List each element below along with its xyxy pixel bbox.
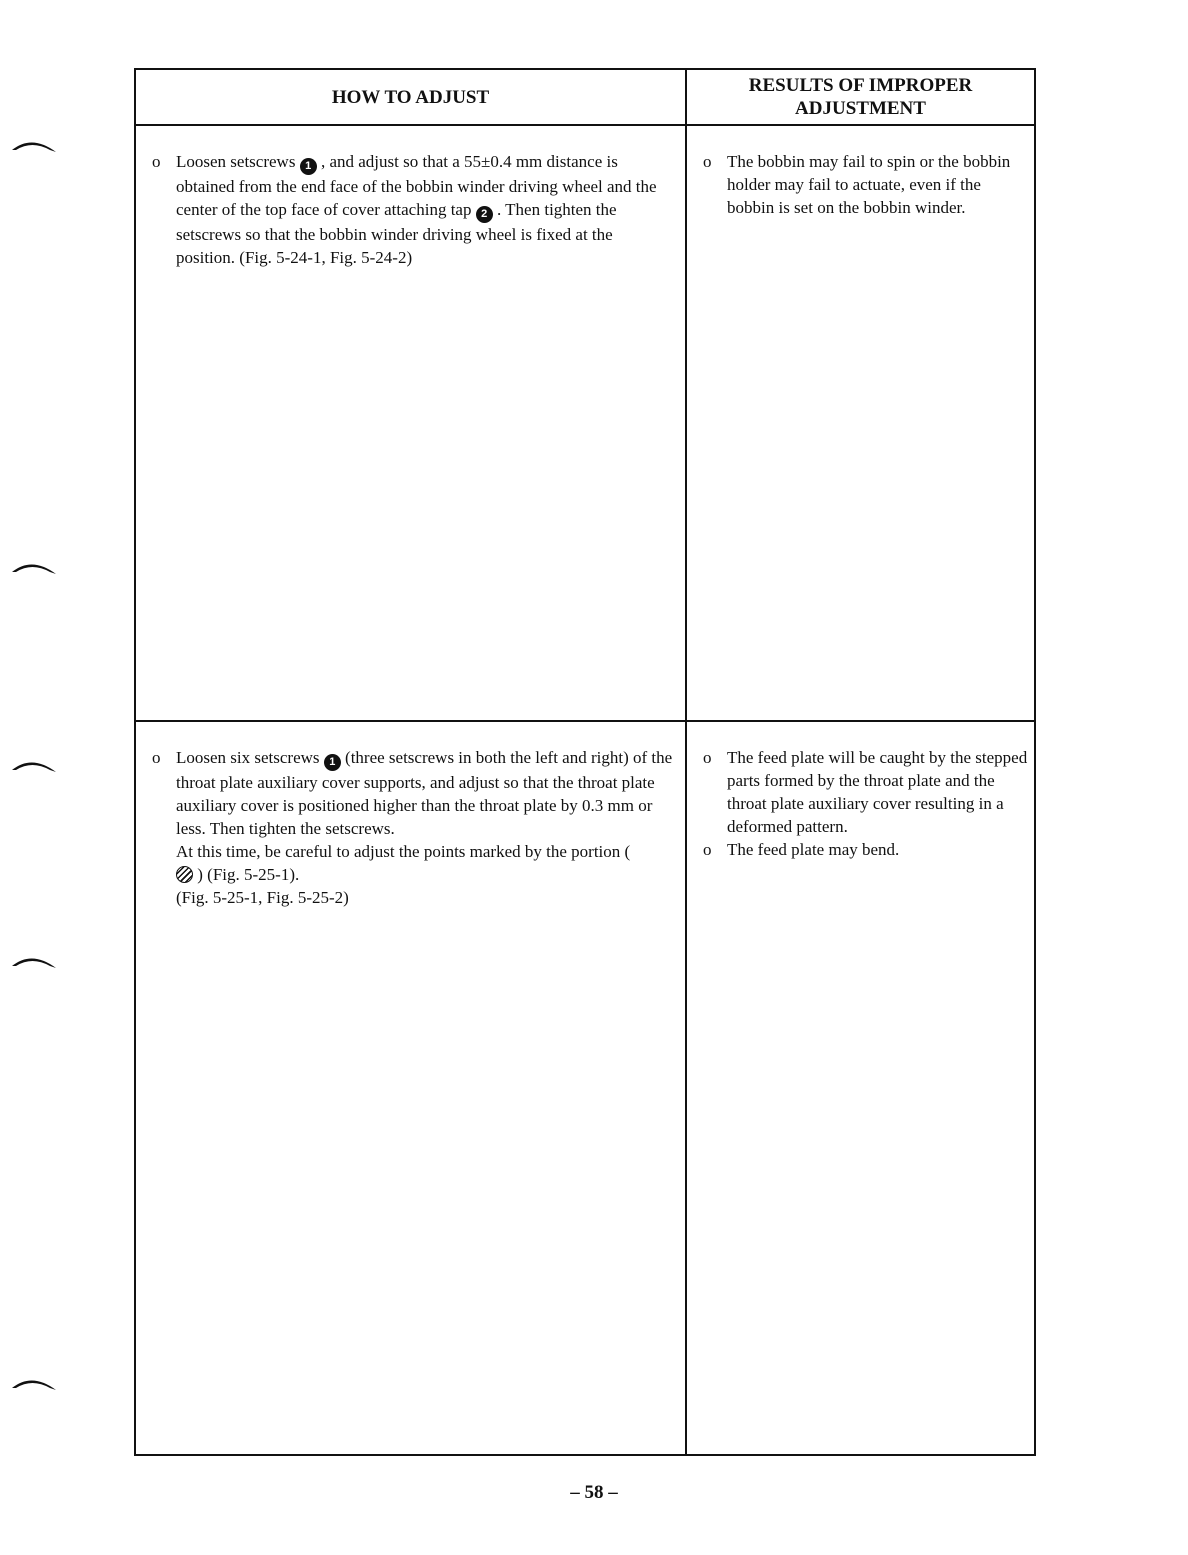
adjust-instruction-2: o Loosen six setscrews 1 (three setscrews in both the left and right) of the throat plate auxiliary cover supports, and adjust so that the throat plate auxiliary cover is positioned higher than the throat plate by 0.3 mm or less. Then tighten the setscrews. At this time, be careful to adjust the points marked by the portion ( ) (Fig. 5-25-1). (Fig. 5-25-1, Fig. 5-25-2) [152,748,673,907]
bullet: o [152,152,161,171]
bullet: o [703,152,712,171]
how-to-adjust-header: HOW TO ADJUST [135,69,686,125]
bullet: o [703,840,712,859]
binder-mark [10,756,60,774]
page-number: – 58 – [570,1482,618,1503]
callout-marker-2: 2 [476,206,493,223]
results-header: RESULTS OF IMPROPER ADJUSTMENT [686,69,1035,125]
result-item: o The bobbin may fail to spin or the bobbin holder may fail to actuate, even if the bobbin is set on the bobbin winder. [703,152,1011,217]
adjust-cell-1 [135,125,686,721]
binder-mark [10,558,60,576]
result-item: o The feed plate may bend. [703,840,900,859]
adjust-cell-2 [135,721,686,1455]
result-cell-1 [686,125,1035,721]
result-item: o The feed plate will be caught by the stepped parts formed by the throat plate and the throat plate auxiliary cover resulting in a deformed pattern. [703,748,1028,836]
adjustment-table [134,68,1036,1456]
binder-mark [10,136,60,154]
callout-marker-1: 1 [300,158,317,175]
hatched-circle-icon [176,866,193,883]
bullet: o [152,748,161,767]
binder-mark [10,1374,60,1392]
result-cell-2 [686,721,1035,1455]
bullet: o [703,748,712,767]
callout-marker-1: 1 [324,754,341,771]
adjust-instruction-1: o Loosen setscrews 1 , and adjust so that a 55±0.4 mm distance is obtained from the end face of the bobbin winder driving wheel and the center of the top face of cover attaching tap 2 . Then tighten the setscrews so that the bobbin winder driving wheel is fixed at the position. (Fig. 5-24-1, Fig. 5-24-2) [152,152,657,267]
binder-mark [10,952,60,970]
